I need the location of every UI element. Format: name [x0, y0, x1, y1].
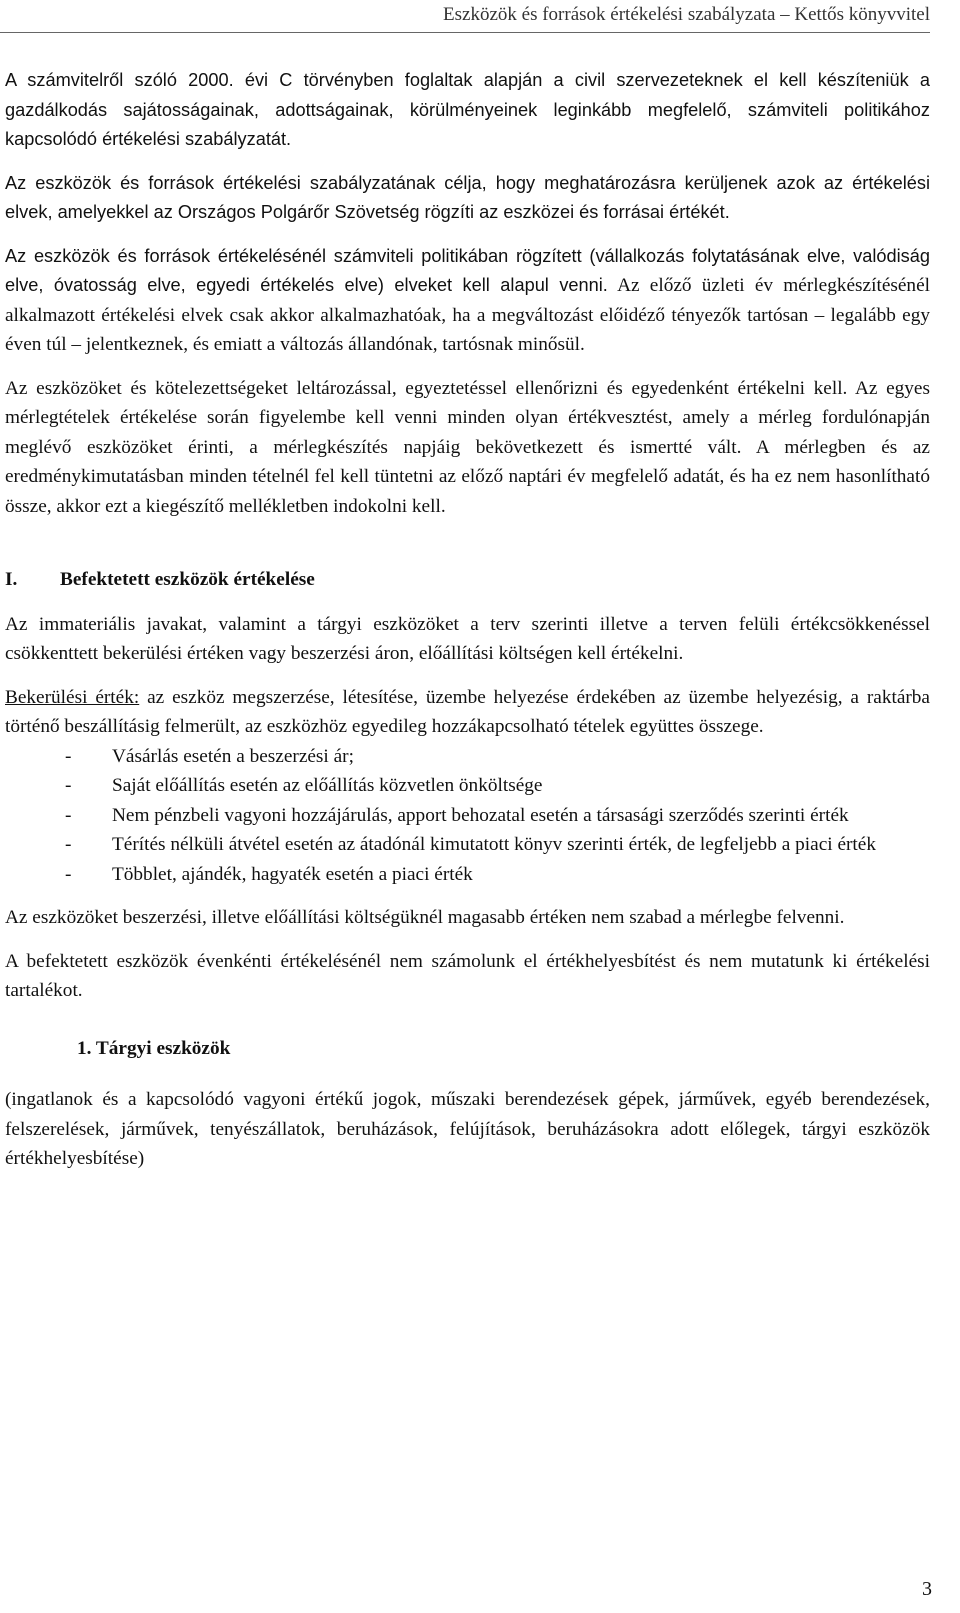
intro-paragraph-2: Az eszközök és források értékelési szabályzatának célja, hogy meghatározásra kerüljenek azok az értékelési elvek, amelyekkel az Országos Polgárőr Szövetség rögzíti az eszközei és forrásai értékét.: [5, 172, 930, 222]
list-item: [5, 830, 930, 860]
subsection-heading: 1. Tárgyi eszközök: [77, 1037, 231, 1059]
page-number: 3: [922, 1578, 932, 1600]
list-item: [5, 801, 930, 831]
intro-paragraph-1: A számvitelről szóló 2000. évi C törvényben foglaltak alapján a civil szervezeteknek el kell készíteniük a gazdálkodás sajátosságainak, adottságainak, körülményeinek leginkább megfelelő, számviteli politikához kapcsolódó értékelési szabályzatát.: [5, 70, 930, 149]
list-item: [5, 742, 930, 772]
section-title: Befektetett eszközök értékelése: [60, 569, 315, 590]
list-item-text: Vásárlás esetén a beszerzési ár;: [112, 745, 354, 767]
section-paragraph-1: Az immateriális javakat, valamint a tárgyi eszközöket a terv szerinti illetve a terven felüli értékcsökkenéssel csökkenttett bekerülési értéken vagy beszerzési áron, előállítási költségen kell értékelni.: [5, 613, 930, 664]
list-item-text: Térítés nélküli átvétel esetén az átadónál kimutatott könyv szerinti érték, de legfeljebb a piaci érték: [112, 834, 876, 855]
section-paragraph-3: A befektetett eszközök évenkénti értékelésénél nem számolunk el értékhelyesbítést és nem mutatunk ki értékelési tartalékot.: [5, 950, 930, 1001]
header-divider: [0, 32, 930, 33]
list-dash: -: [65, 804, 72, 826]
intro-paragraph-3-sans: Az eszközök és források értékelésénél számviteli politikában rögzített (vállalkozás folytatásának elve, valódiság elve, óvatosság elve, egyedi értékelés elve) elveket kell alapul venni.: [5, 245, 930, 295]
section-heading: [5, 565, 930, 595]
list-item-text: Saját előállítás esetén az előállítás közvetlen önköltsége: [112, 775, 543, 796]
section-number: I.: [5, 569, 18, 590]
list-item: [5, 860, 930, 890]
running-header: Eszközök és források értékelési szabályzata – Kettős könyvvitel: [443, 4, 930, 25]
list-item-text: Többlet, ajándék, hagyaték esetén a piaci érték: [112, 863, 473, 885]
document-body: [5, 66, 930, 1174]
list-dash: -: [65, 863, 72, 885]
section-paragraph-2: Az eszközöket beszerzési, illetve előállítási költségüknél magasabb értéken nem szabad a mérlegbe felvenni.: [5, 907, 845, 928]
bekerulesi-paragraph: [5, 683, 930, 742]
bekerulesi-text: az eszköz megszerzése, létesítése, üzembe helyezése érdekében az üzembe helyezésig, a raktárba történő beszállításig felmerült, az eszközhöz egyedileg hozzákapcsolható tételek együttes összege.: [5, 686, 930, 737]
intro-paragraph-3: [5, 242, 930, 360]
acquisition-value-list: [5, 742, 930, 890]
list-dash: -: [65, 745, 72, 767]
intro-paragraph-4: Az eszközöket és kötelezettségeket leltározással, egyeztetéssel ellenőrizni és egyedenként értékelni kell. Az egyes mérlegtételek értékelése során figyelembe kell venni minden olyan értékvesztést, amely a mérleg fordulónapján meglévő eszközöket érinti, a mérlegkészítés napjáig bekövetkezett és ismertté vált. A mérlegben és az eredménykimutatásban minden tételnél fel kell tüntetni az előző naptári év megfelelő adatát, és ha ez nem hasonlítható össze, akkor ezt a kiegészítő mellékletben indokolni kell.: [5, 377, 930, 517]
intro-paragraph-3-serif: Az előző üzleti év mérlegkészítésénél alkalmazott értékelési elvek csak akkor alkalmazhatóak, ha a megváltozást előidéző tényezők tartósan – legalább egy éven túl – jelentkeznek, és emiatt a változás állandónak, tartósnak minősül.: [5, 275, 930, 355]
bekerulesi-label: Bekerülési érték:: [5, 686, 140, 708]
list-dash: -: [65, 834, 72, 855]
list-item-text: Nem pénzbeli vagyoni hozzájárulás, apport behozatal esetén a társasági szerződés szerinti érték: [112, 804, 849, 826]
list-dash: -: [65, 775, 72, 796]
list-item: [5, 771, 930, 801]
subsection-paragraph: (ingatlanok és a kapcsolódó vagyoni értékű jogok, műszaki berendezések gépek, járművek, egyéb berendezések, felszerelések, járművek, tenyészállatok, beruházások, felújítások, beruházásokra adott előlegek, tárgyi eszközök értékhelyesbítése): [5, 1089, 930, 1169]
